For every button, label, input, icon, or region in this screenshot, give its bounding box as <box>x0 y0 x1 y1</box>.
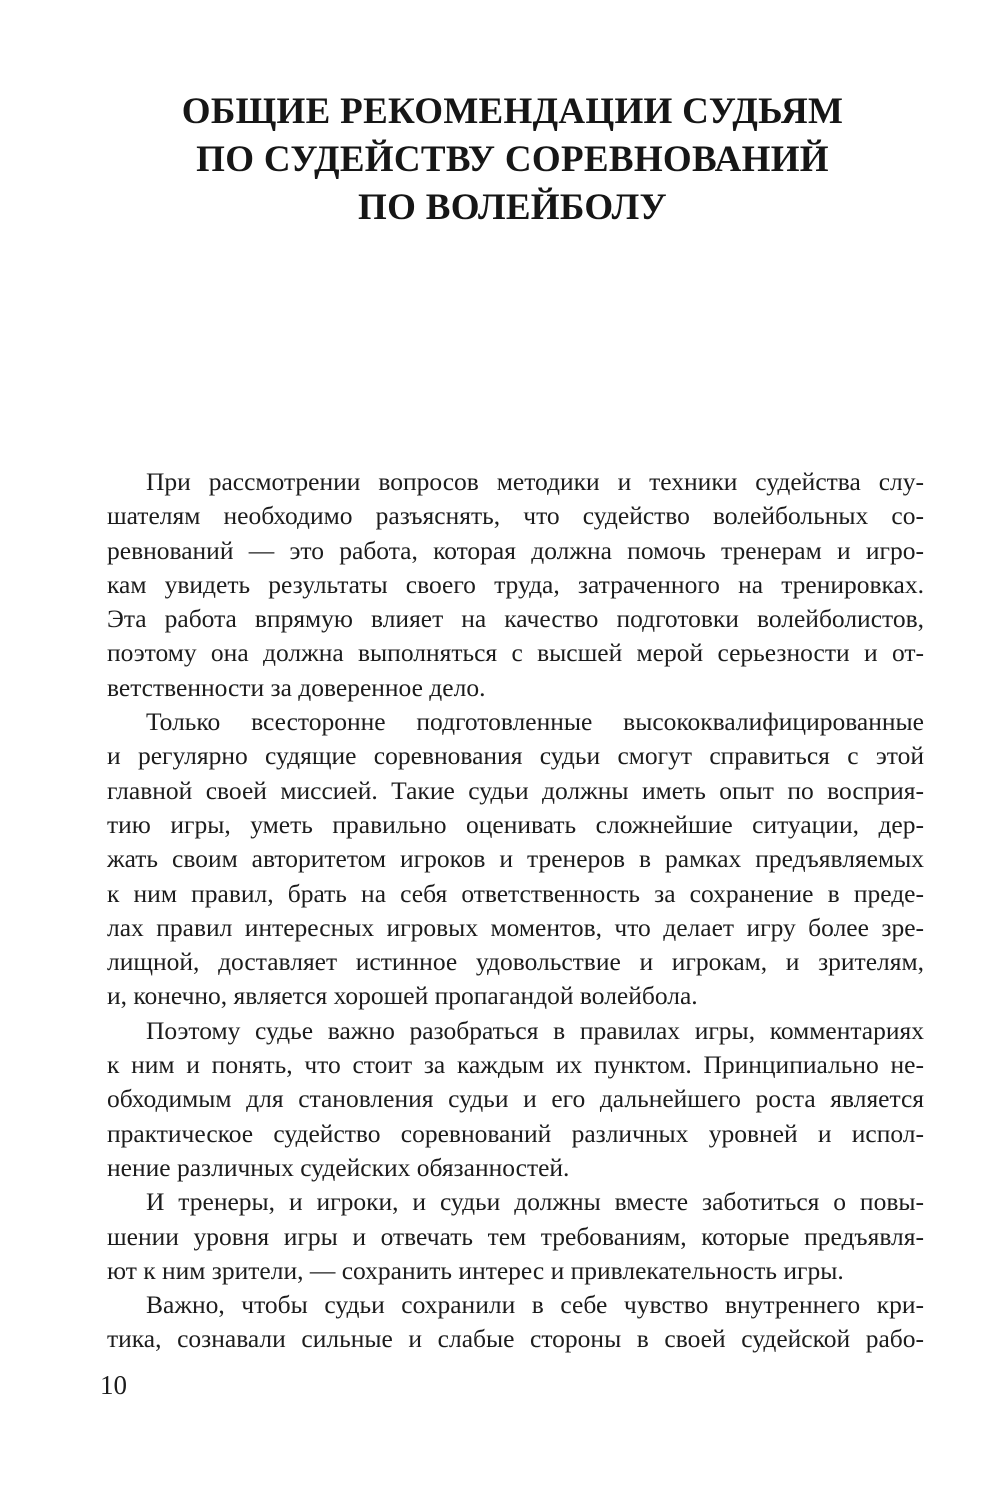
text-line: нение различных судейских обязанностей. <box>107 1152 570 1182</box>
text-line: обходимым для становления судьи и его дальнейшего роста является <box>107 1084 924 1114</box>
text-line: И тренеры, и игроки, и судьи должны вместе заботиться о повы- <box>146 1187 924 1217</box>
paragraph-1 <box>107 465 924 705</box>
text-line: Только всесторонне подготовленные высококвалифицированные <box>146 707 924 737</box>
paragraph-2 <box>107 705 924 1014</box>
text-line: ревнований — это работа, которая должна помочь тренерам и игро- <box>107 535 924 565</box>
text-line: к ним и понять, что стоит за каждым их пунктом. Принципиально не- <box>107 1050 924 1080</box>
chapter-title-line: ПО ВОЛЕЙБОЛУ <box>358 187 667 228</box>
paragraph-4 <box>107 1185 924 1288</box>
page-number: 10 <box>100 1370 127 1400</box>
text-line: Эта работа впрямую влияет на качество подготовки волейболистов, <box>107 604 924 634</box>
text-line: поэтому она должна выполняться с высшей мерой серьезности и от- <box>107 638 924 668</box>
text-line: шении уровня игры и отвечать тем требованиям, которые предъявля- <box>107 1221 924 1251</box>
chapter-title-line: ПО СУДЕЙСТВУ СОРЕВНОВАНИЙ <box>196 139 829 180</box>
text-line: к ним правил, брать на себя ответственность за сохранение в преде- <box>107 878 924 908</box>
text-line: шателям необходимо разъяснять, что судейство волейбольных со- <box>107 501 924 531</box>
text-line: При рассмотрении вопросов методики и техники судейства слу- <box>146 467 924 496</box>
text-line: и, конечно, является хорошей пропагандой волейбола. <box>107 981 698 1011</box>
text-line: кам увидеть результаты своего труда, затраченного на тренировках. <box>107 569 924 599</box>
text-line: ют к ним зрители, — сохранить интерес и привлекательность игры. <box>107 1255 844 1285</box>
text-line: Поэтому судье важно разобраться в правилах игры, комментариях <box>146 1015 924 1045</box>
text-line: тию игры, уметь правильно оценивать сложнейшие ситуации, дер- <box>107 809 924 839</box>
text-line: главной своей миссией. Такие судьи должны иметь опыт по восприя- <box>107 775 924 805</box>
text-line: тика, сознавали сильные и слабые стороны в своей судейской рабо- <box>107 1324 924 1354</box>
text-line: лищной, доставляет истинное удовольствие и игрокам, и зрителям, <box>107 947 924 977</box>
body-text <box>107 465 924 1357</box>
text-line: практическое судейство соревнований различных уровней и испол- <box>107 1118 924 1148</box>
text-line: жать своим авторитетом игроков и тренеров в рамках предъявляемых <box>107 844 924 874</box>
paragraph-5 <box>107 1288 924 1357</box>
chapter-title-line: ОБЩИЕ РЕКОМЕНДАЦИИ СУДЬЯМ <box>181 91 844 132</box>
text-line: Важно, чтобы судьи сохранили в себе чувство внутреннего кри- <box>146 1290 924 1320</box>
text-line: и регулярно судящие соревнования судьи смогут справиться с этой <box>107 741 924 771</box>
text-line: лах правил интересных игровых моментов, что делает игру более зре- <box>107 912 924 942</box>
chapter-title <box>100 88 925 232</box>
paragraph-3 <box>107 1014 924 1185</box>
text-line: ветственности за доверенное дело. <box>107 672 486 702</box>
